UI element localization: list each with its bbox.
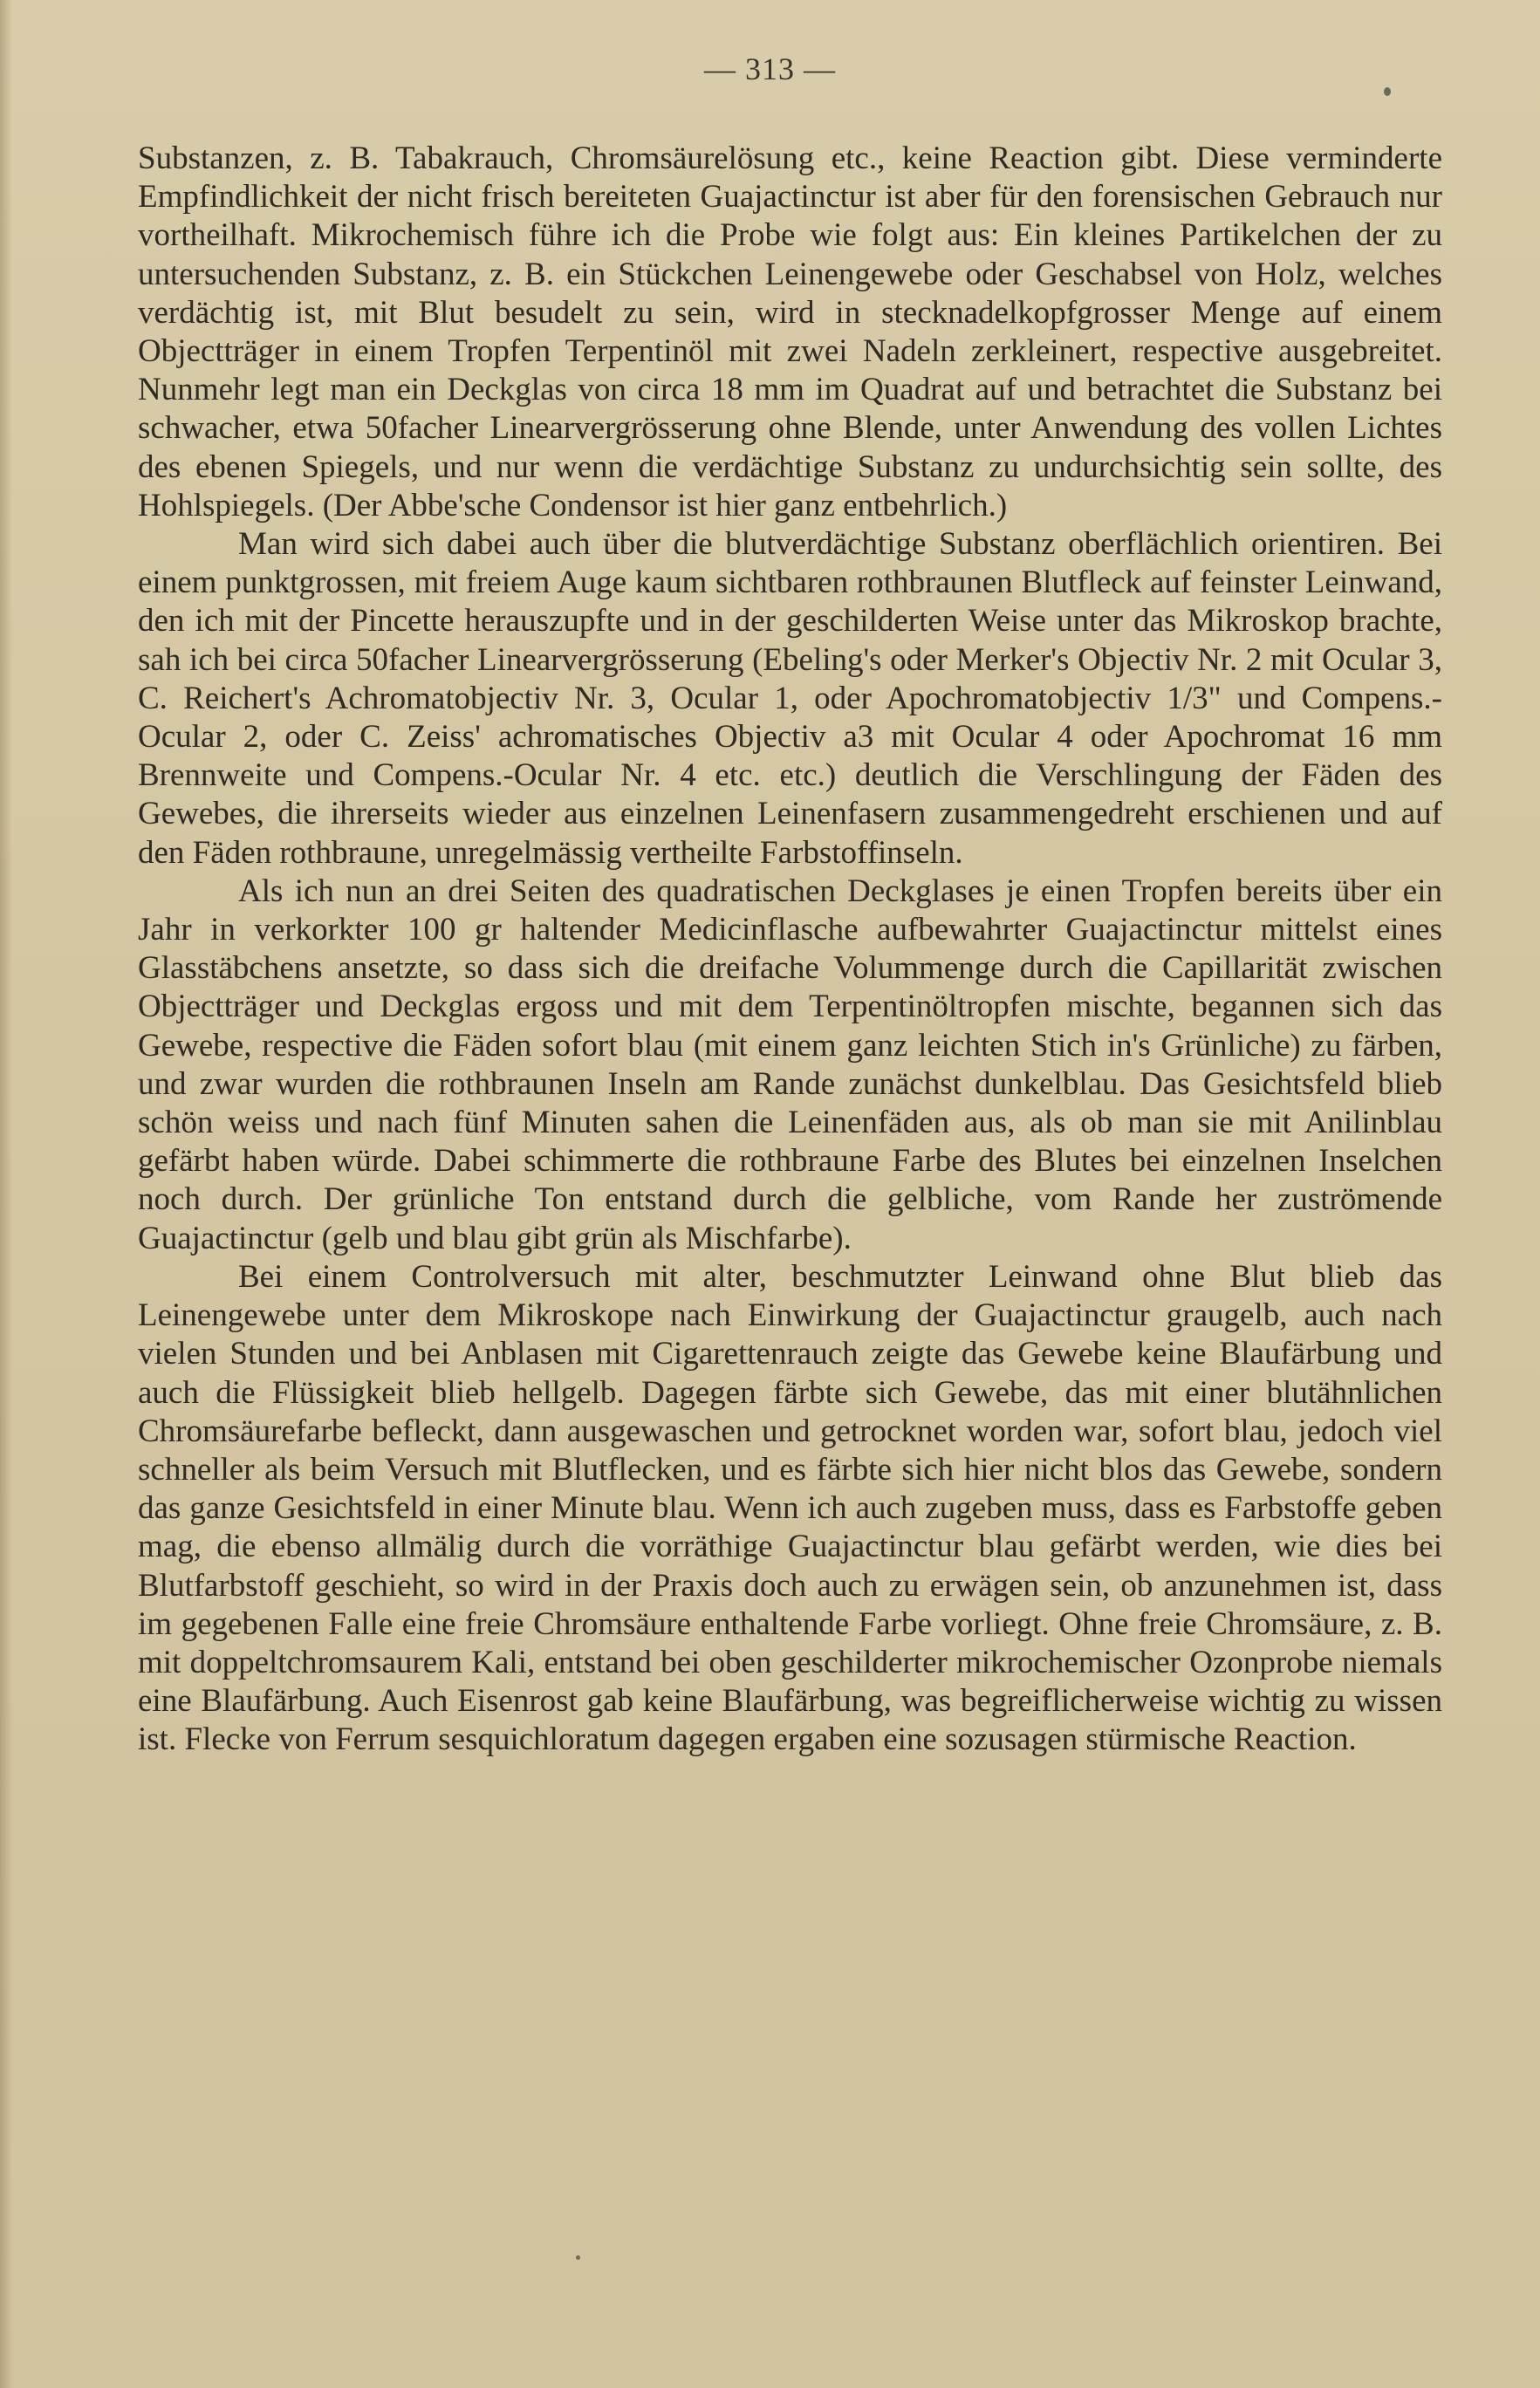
paragraph-2: Man wird sich dabei auch über die blutverdächtige Substanz oberflächlich orientiren. Bei einem punktgrossen, mit freiem Auge kaum sichtbaren rothbraunen Blutfleck auf feinster Leinwand, den ich mit der Pincette herauszupfte und in der geschilderten Weise unter das Mikroskop brachte, sah ich bei circa 50facher Linearvergrösserung (Ebeling's oder Merker's Objectiv Nr. 2 mit Ocular 3, C. Reichert's Achromatobjectiv Nr. 3, Ocular 1, oder Apochromatobjectiv 1/3" und Compens.-Ocular 2, oder C. Zeiss' achromatisches Objectiv a3 mit Ocular 4 oder Apochromat 16 mm Brennweite und Compens.-Ocular Nr. 4 etc. etc.) deutlich die Verschlingung der Fäden des Gewebes, die ihrerseits wieder aus einzelnen Leinenfasern zusammengedreht erschienen und auf den Fäden rothbraune, unregelmässig vertheilte Farbstoffinseln. (138, 526, 1442, 871)
paragraph-4: Bei einem Controlversuch mit alter, beschmutzter Leinwand ohne Blut blieb das Leinengewebe unter dem Mikroskope nach Einwirkung der Guajactinctur graugelb, auch nach vielen Stunden und bei Anblasen mit Cigarettenrauch zeigte das Gewebe keine Blaufärbung und auch die Flüssigkeit blieb hellgelb. Dagegen färbte sich Gewebe, das mit einer blutähnlichen Chromsäurefarbe befleckt, dann ausgewaschen und getrocknet worden war, sofort blau, jedoch viel schneller als beim Versuch mit Blutflecken, und es färbte sich hier nicht blos das Gewebe, sondern das ganze Gesichtsfeld in einer Minute blau. Wenn ich auch zugeben muss, dass es Farbstoffe geben mag, die ebenso allmälig durch die vorräthige Guajactinctur blau gefärbt werden, wie dies bei Blutfarbstoff geschieht, so wird in der Praxis doch auch zu erwägen sein, ob anzunehmen ist, dass im gegebenen Falle eine freie Chromsäure enthaltende Farbe vorliegt. Ohne freie Chromsäure, z. B. mit doppeltchromsaurem Kali, entstand bei oben geschilderter mikrochemischer Ozonprobe niemals eine Blaufärbung. Auch Eisenrost gab keine Blaufärbung, was begreiflicherweise wichtig zu wissen ist. Flecke von Ferrum sesquichloratum dagegen ergaben eine sozusagen stürmische Reaction. (138, 1258, 1442, 1758)
ink-speck (1384, 87, 1391, 96)
page-edge-shadow (0, 0, 12, 2388)
page-number: — 313 — (704, 51, 836, 86)
body-text (138, 140, 1442, 1760)
ink-speck (576, 2255, 580, 2260)
paragraph-1: Substanzen, z. B. Tabakrauch, Chromsäurelösung etc., keine Reaction gibt. Diese verminderte Empfindlichkeit der nicht frisch bereiteten Guajactinctur ist aber für den forensischen Gebrauch nur vortheilhaft. Mikrochemisch führe ich die Probe wie folgt aus: Ein kleines Partikelchen der zu untersuchenden Substanz, z. B. ein Stückchen Leinengewebe oder Geschabsel von Holz, welches verdächtig ist, mit Blut besudelt zu sein, wird in stecknadelkopfgrosser Menge auf einem Objectträger in einem Tropfen Terpentinöl mit zwei Nadeln zerkleinert, respective ausgebreitet. Nunmehr legt man ein Deckglas von circa 18 mm im Quadrat auf und betrachtet die Substanz bei schwacher, etwa 50facher Linearvergrösserung ohne Blende, unter Anwendung des vollen Lichtes des ebenen Spiegels, und nur wenn die verdächtige Substanz zu undurchsichtig sein sollte, des Hohlspiegels. (Der Abbe'sche Condensor ist hier ganz entbehrlich.) (138, 140, 1442, 523)
paragraph-3: Als ich nun an drei Seiten des quadratischen Deckglases je einen Tropfen bereits über ein Jahr in verkorkter 100 gr haltender Medicinflasche aufbewahrter Guajactinctur mittelst eines Glasstäbchens ansetzte, so dass sich die dreifache Volummenge durch die Capillarität zwischen Objectträger und Deckglas ergoss und mit dem Terpentinöltropfen mischte, begannen sich das Gewebe, respective die Fäden sofort blau (mit einem ganz leichten Stich in's Grünliche) zu färben, und zwar wurden die rothbraunen Inseln am Rande zunächst dunkelblau. Das Gesichtsfeld blieb schön weiss und nach fünf Minuten sahen die Leinenfäden aus, als ob man sie mit Anilinblau gefärbt haben würde. Dabei schimmerte die rothbraune Farbe des Blutes bei einzelnen Inselchen noch durch. Der grünliche Ton entstand durch die gelbliche, vom Rande her zuströmende Guajactinctur (gelb und blau gibt grün als Mischfarbe). (138, 872, 1442, 1256)
